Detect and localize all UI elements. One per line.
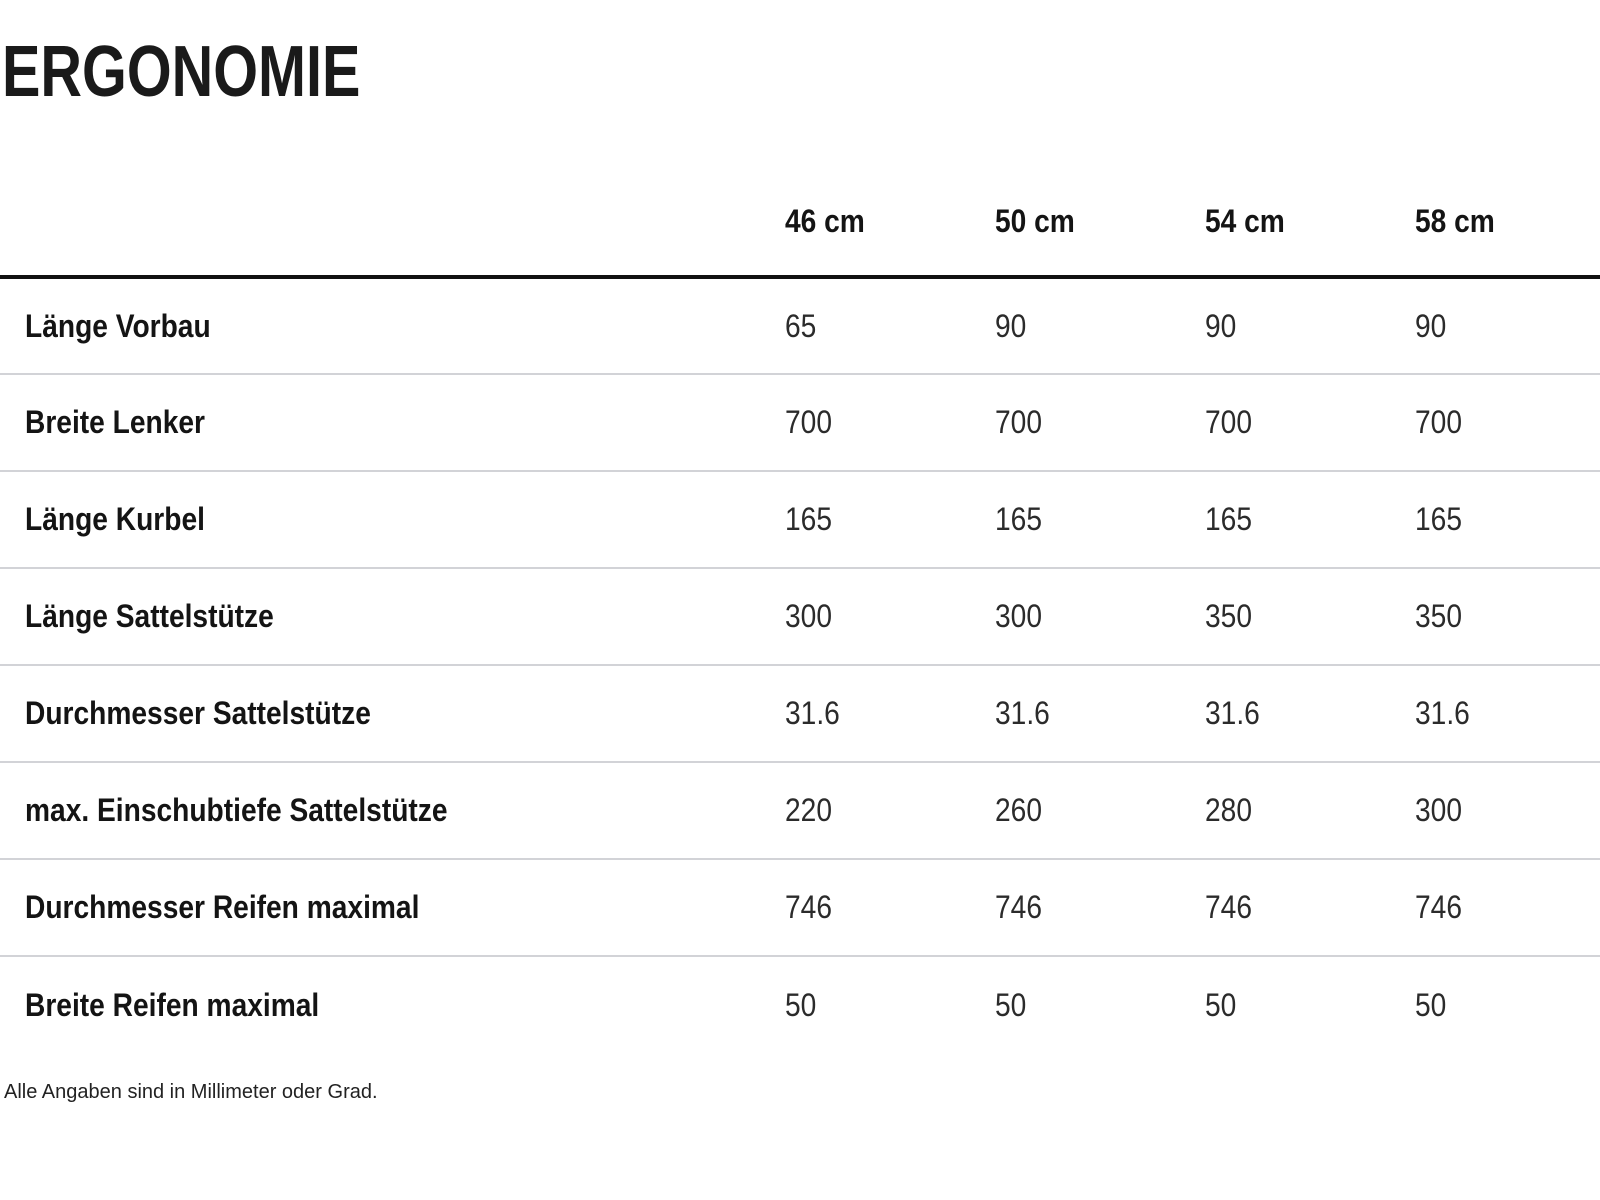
column-header-50cm [995, 142, 1205, 277]
cell-value: 746 [995, 859, 1205, 956]
cell-value: 350 [1415, 568, 1600, 665]
table-row-laenge-vorbau [0, 277, 1600, 374]
cell-value: 31.6 [995, 665, 1205, 762]
row-label: Durchmesser Reifen maximal [0, 859, 785, 956]
cell-value: 165 [1415, 471, 1600, 568]
cell-value: 50 [1415, 986, 1447, 1023]
cell-value: 350 [1205, 568, 1415, 665]
table-row-laenge-kurbel [0, 471, 1600, 568]
page-title [2, 32, 1600, 112]
page-title-text: ERGONOMIE [2, 32, 361, 112]
cell-value: 300 [785, 568, 995, 665]
row-label: Länge Sattelstütze [0, 568, 785, 665]
table-row-max-einschubtiefe [0, 762, 1600, 859]
table-header [0, 142, 1600, 277]
ergonomics-spec-page [0, 32, 1600, 1200]
header-row [0, 142, 1600, 277]
cell-value: 31.6 [1415, 665, 1600, 762]
column-header-54cm-label: 54 cm [1205, 202, 1285, 239]
column-header-50cm-label: 50 cm [995, 202, 1075, 239]
cell-value: 260 [995, 762, 1205, 859]
row-label: Länge Vorbau [0, 277, 785, 374]
cell-value: 746 [1205, 859, 1415, 956]
cell-value: 700 [1415, 374, 1600, 471]
row-label: Breite Lenker [0, 374, 785, 471]
cell-value: 50 [1205, 986, 1237, 1023]
column-header-54cm [1205, 142, 1415, 277]
cell-value: 50 [785, 986, 817, 1023]
cell-value: 90 [1415, 277, 1600, 374]
cell-value: 700 [1205, 374, 1415, 471]
cell-value: 300 [1415, 762, 1600, 859]
cell-value: 220 [785, 762, 995, 859]
row-label: Länge Kurbel [0, 471, 785, 568]
cell-value: 746 [1415, 859, 1600, 956]
header-spacer [0, 142, 785, 277]
table-row-breite-reifen [0, 956, 1600, 1053]
cell-value: 746 [785, 859, 995, 956]
units-footnote: Alle Angaben sind in Millimeter oder Grad. [4, 1081, 378, 1103]
row-label: Breite Reifen maximal [25, 986, 320, 1023]
column-header-58cm-label: 58 cm [1415, 202, 1495, 239]
table-row-durchmesser-reifen [0, 859, 1600, 956]
column-header-46cm-label: 46 cm [785, 202, 865, 239]
cell-value: 700 [995, 374, 1205, 471]
cell-value: 165 [785, 471, 995, 568]
row-label: Durchmesser Sattelstütze [0, 665, 785, 762]
cell-value: 165 [1205, 471, 1415, 568]
cell-value: 31.6 [1205, 665, 1415, 762]
cell-value: 31.6 [785, 665, 995, 762]
row-label: max. Einschubtiefe Sattelstütze [0, 762, 785, 859]
cell-value: 700 [785, 374, 995, 471]
column-header-58cm [1415, 142, 1600, 277]
cell-value: 90 [1205, 277, 1415, 374]
table-row-durchmesser-sattelstuetze [0, 665, 1600, 762]
ergonomics-table [0, 142, 1600, 1053]
table-row-laenge-sattelstuetze [0, 568, 1600, 665]
column-header-46cm [785, 142, 995, 277]
cell-value: 165 [995, 471, 1205, 568]
cell-value: 280 [1205, 762, 1415, 859]
cell-value: 65 [785, 277, 995, 374]
table-row-breite-lenker [0, 374, 1600, 471]
table-body [0, 277, 1600, 1053]
cell-value: 50 [995, 986, 1027, 1023]
cell-value: 300 [995, 568, 1205, 665]
cell-value: 90 [995, 277, 1205, 374]
